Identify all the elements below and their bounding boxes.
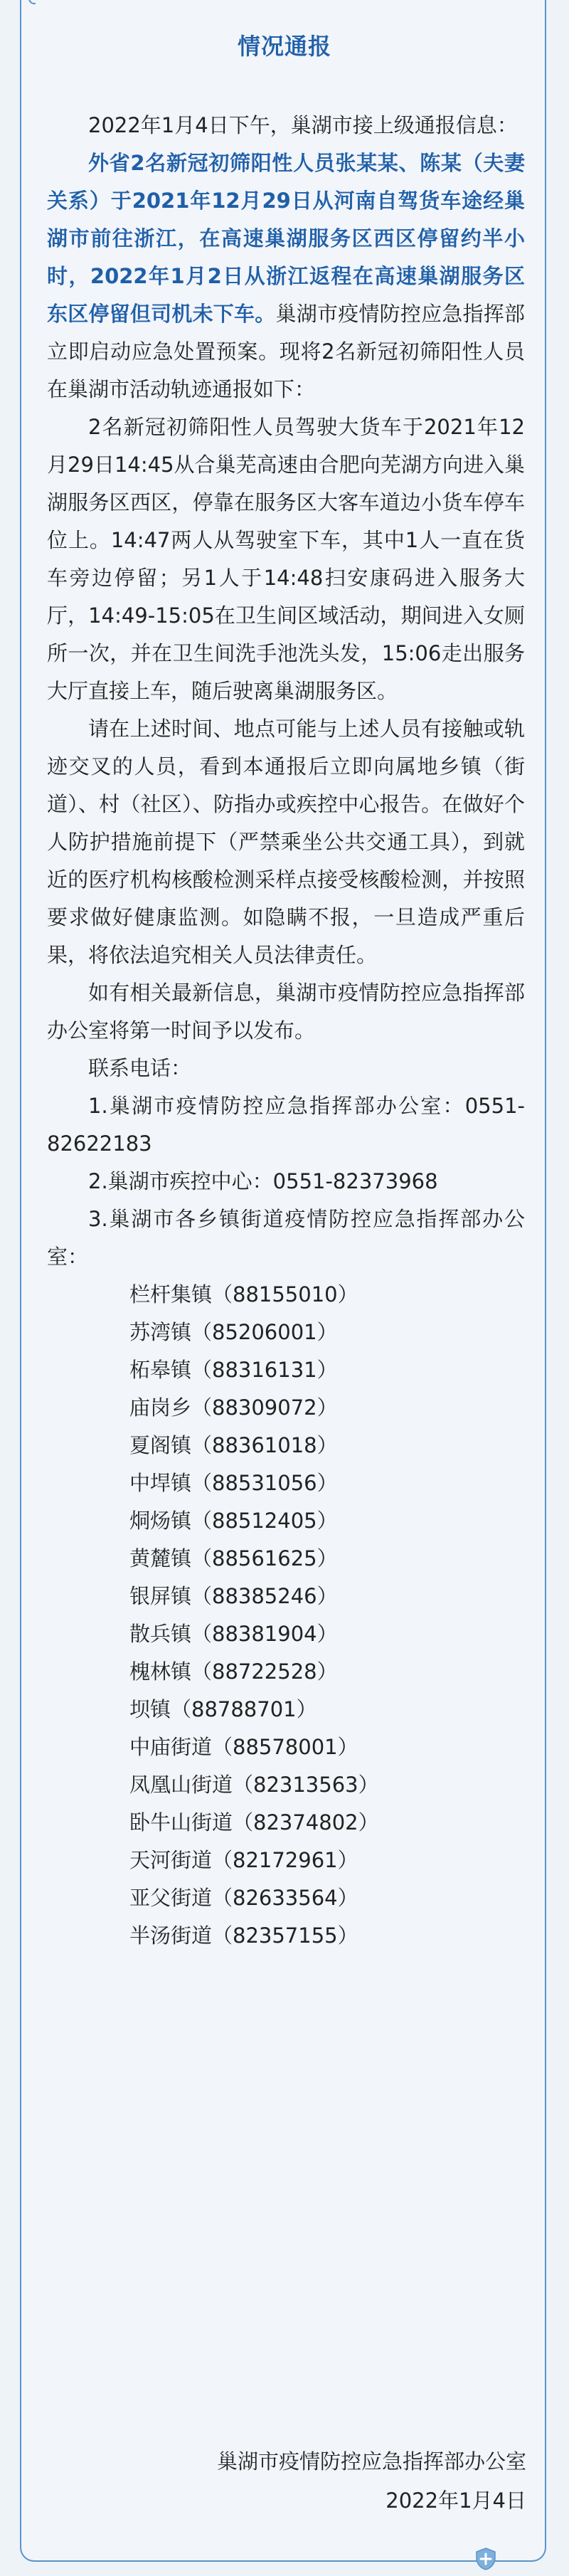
page-title: 情况通报 xyxy=(237,33,331,60)
contact-town-offices: 3.巢湖市各乡镇街道疫情防控应急指挥部办公室： xyxy=(47,1207,525,1269)
contacts-label: 联系电话： xyxy=(88,1056,192,1080)
town-item: 栏杆集镇（88155010） xyxy=(129,1282,358,1307)
town-item: 苏湾镇（85206001） xyxy=(129,1320,338,1344)
town-item: 银屏镇（88385246） xyxy=(129,1584,338,1608)
town-item: 中庙街道（88578001） xyxy=(129,1735,358,1759)
intro-paragraph: 2022年1月4日下午，巢湖市接上级通报信息： xyxy=(88,113,518,137)
shield-icon xyxy=(475,2548,496,2570)
town-item: 黄麓镇（88561625） xyxy=(129,1546,338,1571)
case-paragraph xyxy=(47,144,525,408)
signature-date: 2022年1月4日 xyxy=(385,2488,526,2513)
town-item: 卧牛山街道（82374802） xyxy=(129,1810,379,1835)
town-item: 亚父街道（82633564） xyxy=(129,1886,358,1910)
trajectory-paragraph: 2名新冠初筛阳性人员驾驶大货车于2021年12月29日14:45从合巢芜高速由合肥向芜湖方向进入巢湖服务区西区，停靠在服务区大客车道边小货车停车位上。14:47两人从驾驶室下车，其中1人一直在货车旁边停留；另1人于14:48扫安康码进入服务大厅，14:49-15:05在卫生间区域活动，期间进入女厕所一次，并在卫生间洗手池洗头发，15:06走出服务大厅直接上车，随后驶离巢湖服务区。 xyxy=(47,415,525,703)
town-item: 散兵镇（88381904） xyxy=(129,1622,338,1646)
town-item: 庙岗乡（88309072） xyxy=(129,1395,338,1420)
town-item: 烔炀镇（88512405） xyxy=(129,1509,338,1533)
town-list xyxy=(47,1276,525,1955)
update-paragraph: 如有相关最新信息，巢湖市疫情防控应急指挥部办公室将第一时间予以发布。 xyxy=(47,981,525,1042)
town-item: 坝镇（88788701） xyxy=(129,1697,317,1721)
signature-organization: 巢湖市疫情防控应急指挥部办公室 xyxy=(216,2449,526,2474)
town-item: 天河街道（82172961） xyxy=(129,1848,358,1872)
instruction-paragraph: 请在上述时间、地点可能与上述人员有接触或轨迹交叉的人员，看到本通报后立即向属地乡镇（街道）、村（社区）、防指办或疾控中心报告。在做好个人防护措施前提下（严禁乘坐公共交通工具），到就近的医疗机构核酸检测采样点接受核酸检测，并按照要求做好健康监测。如隐瞒不报，一旦造成严重后果，将依法追究相关人员法律责任。 xyxy=(47,717,525,967)
case-highlight: 外省2名新冠初筛阳性人员张某某、陈某（夫妻关系）于2021年12月29日从河南自驾货车途经巢湖市前往浙江，在高速巢湖服务区西区停留约半小时，2022年1月2日从浙江返程在高速巢湖服务区东区停留但司机未下车。 xyxy=(47,151,525,326)
case-response: 巢湖市疫情防控应急指挥部立即启动应急处置预案。现将2名新冠初筛阳性人员在巢湖市活动轨迹通报如下： xyxy=(47,302,525,401)
town-item: 半汤街道（82357155） xyxy=(129,1923,358,1948)
notice-body xyxy=(47,107,525,1955)
town-item: 夏阁镇（88361018） xyxy=(129,1433,338,1457)
contact-command-office: 1.巢湖市疫情防控应急指挥部办公室：0551-82622183 xyxy=(47,1094,525,1156)
town-item: 凤凰山街道（82313563） xyxy=(129,1773,379,1797)
town-item: 槐林镇（88722528） xyxy=(129,1659,338,1684)
contact-cdc: 2.巢湖市疾控中心：0551-82373968 xyxy=(88,1169,438,1193)
town-item: 中垾镇（88531056） xyxy=(129,1471,338,1495)
town-item: 柘皋镇（88316131） xyxy=(129,1358,338,1382)
